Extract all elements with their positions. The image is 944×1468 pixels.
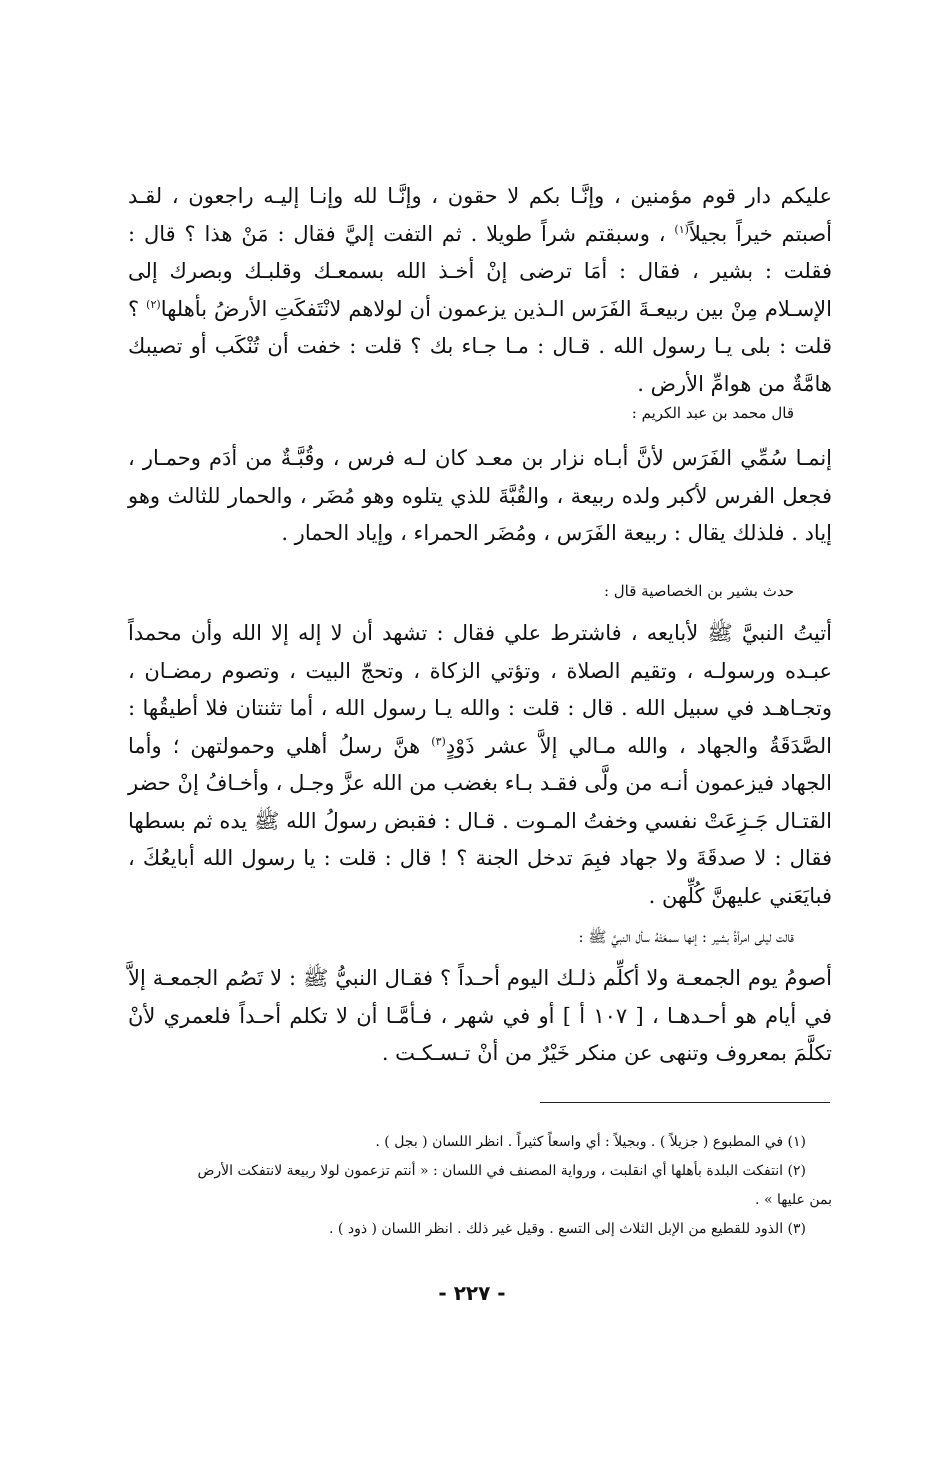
page-number: - ٢٢٧ - [438,1281,506,1305]
footnote-divider [540,1102,830,1103]
footnote-ref-3: (٣) [431,734,446,748]
paragraph-3-part-1: أتيتُ النبيَّ ﷺ لأبايعه ، فاشترط علي فقال : تشهد أن لا إله إلا الله وأن محمداً عبـده ورسولـه ، وتقيم الصلاة ، وتؤتي الزكاة ، وتحجّ البيت ، وتصوم رمضـان ، وتجـاهـد في سبيل الله . قال : قلت : والله يـا رسول الله ، أما تثنتان فلا أطيقُها : الصَّدَقَةُ والجهاد ، والله مـالي إلاَّ عشر ذَوْدٍ [128,621,832,758]
footnotes [128,1128,832,1244]
paragraph-3-part-2: هنَّ رسلُ أهلي وحمولتهن ؛ وأما الجهاد فيزعمون أنـه من ولَّى فقـد بـاء بغضب من الله عزَّ وجـل ، وأخـافُ إنْ حضر القتـال جَـزِعَتْ نفسي وخفتُ المـوت . قـال : فقبض رسولُ الله ﷺ يده ثم بسطها فقال : لا صدقَةَ ولا جهاد فبِمَ تدخل الجنة ؟ ! قال : قلت : يا رسول الله أبايعُكَ ، فبايَعَني عليهنَّ كُلِّهن . [128,733,832,908]
footnote-2-continuation: بمن عليها » . [755,1192,832,1208]
footnote-3: (٣) الذود للقطيع من الإبل الثلاث إلى التسع . وقيل غير ذلك . انظر اللسان ( ذود ) . [329,1221,806,1237]
paragraph-1-part-1: عليكم دار قوم مؤمنين ، وإنَّـا بكم لا حقون ، وإنَّـا لله وإنـا إليـه راجعون ، لقـد أصبتم خيراً بجيلاً [128,184,832,246]
paragraph-1-part-3: ؟ قلت : بلى يـا رسول الله . قـال : مـا جـاء بك ؟ قلت : خفت أن تُنْكَب أو تصيبك هامَّةٌ من هوامِّ الأرض . [128,296,832,396]
paragraph-2 [128,440,832,553]
footnote-ref-1: (١) [674,222,689,236]
paragraph-3 [128,615,832,915]
paragraph-4-text: أصومُ يوم الجمعـة ولا أكلِّم ذلـك اليوم أحـداً ؟ فقـال النبيُّ ﷺ : لا تَصُم الجمعـة إلاَّ في أيام هو أحـدهـا ، [ ١٠٧ أ ] أو في شهر ، فـأمَّـا أن لا تكلم أحـداً فلعمري لأنْ تكلَّمَ بمعروف وتنهى عن منكر خَيْرٌ من أنْ تـسـكـت . [128,966,833,1065]
paragraph-1 [128,178,832,403]
paragraph-4 [128,960,832,1073]
paragraph-1-part-2: ، وسبقتم شراً طويلا . ثم التفت إليَّ فقال : مَنْ هذا ؟ قال : فقلت : بشير ، فقال : أمَا ترضى إنْ أخـذ الله بسمعـك وقلبـك وبصرك إلى الإسـلام مِنْ بين ربيعـةَ الفَرَس الـذين يزعمون أن لولاهم لانْتَفكَتِ الأرضُ بأهلها [128,221,832,321]
footnote-2: (٢) انتفكت البلدة بأهلها أي انقلبت ، ورواية المصنف في اللسان : « أنتم تزعمون لولا ربيعة لانتفكت الأرض [197,1163,806,1179]
section-heading-narrator-1: قال محمد بن عبد الكريم : [631,404,794,422]
paragraph-2-text: إنمـا سُمِّي الفَرَس لأنَّ أبـاه نزار بن معـد كان لـه فرس ، وقُبَّـةٌ من أدَم وحمـار ، فجعل الفرس لأكبر ولده ربيعة ، والقُبَّةَ للذي يتلوه وهو مُضَر ، والحمار للثالث وهو إياد . فلذلك يقال : ربيعة الفَرَس ، ومُضَر الحمراء ، وإياد الحمار . [128,446,832,545]
section-heading-narrator-2: حدث بشير بن الخصاصية قال : [603,582,794,600]
paragraph-3-text [128,615,832,915]
footnote-1: (١) في المطبوع ( جزيلاً ) . وبجيلاً : أي واسعاً كثيراً . انظر اللسان ( بجل ) . [375,1134,806,1150]
section-heading-narrator-3: قالت ليلى امرأةُ بشير : إنها سمعَتْهُ سأل النبيَّ ﷺ : [578,928,794,946]
paragraph-1-text [128,178,832,403]
footnote-ref-2: (٢) [146,297,161,311]
